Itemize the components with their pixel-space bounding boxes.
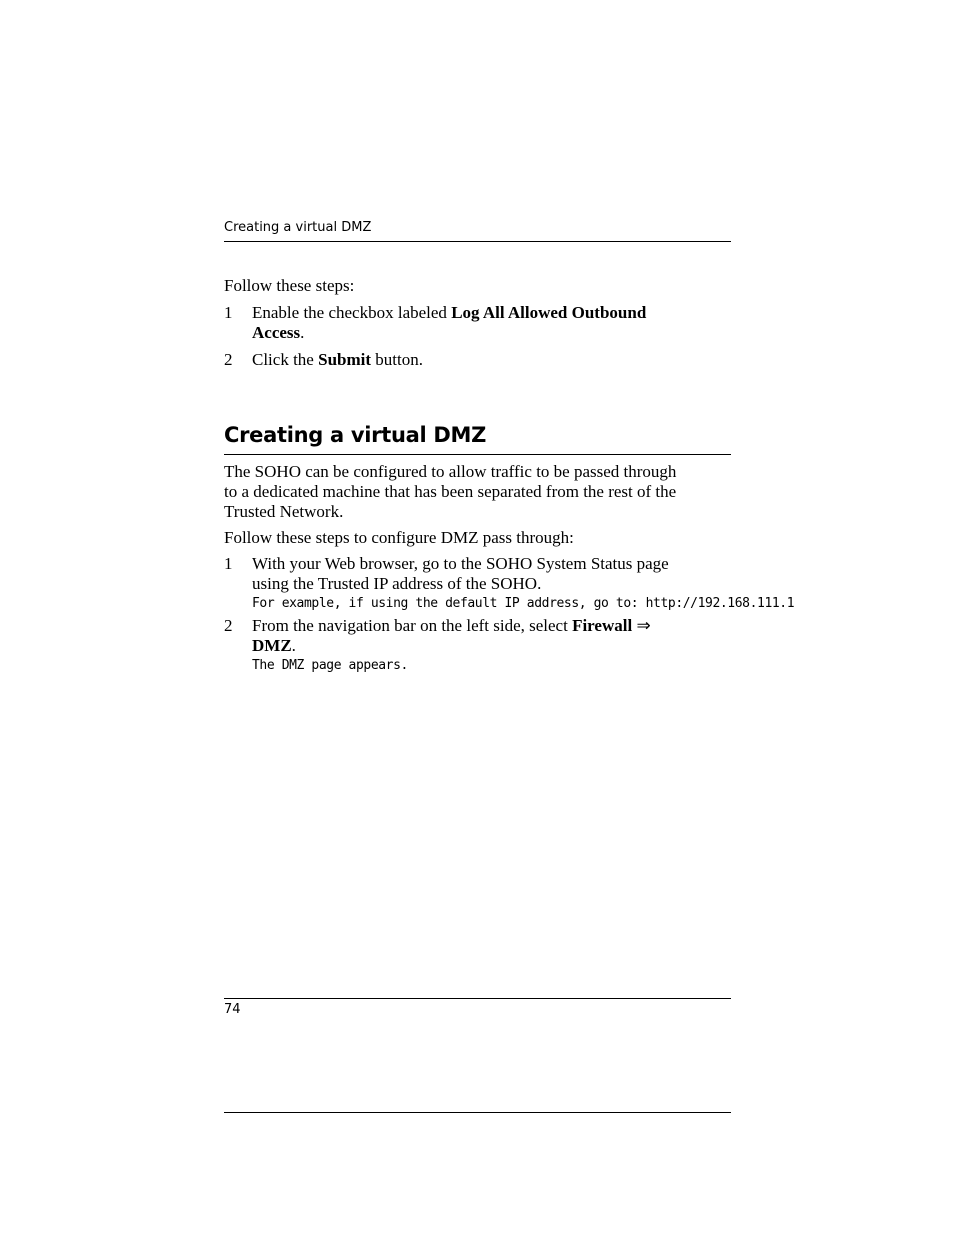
running-header: Creating a virtual DMZ xyxy=(224,220,372,235)
bold-option-label-cont: Access xyxy=(252,323,301,342)
step-text: Click the Submit button. xyxy=(252,350,423,369)
intro-lead: Follow these steps: xyxy=(224,276,355,295)
section-lead: Follow these steps to configure DMZ pass through: xyxy=(224,528,574,547)
footer-rule-top xyxy=(224,998,731,999)
bold-option-label: Log All Allowed Outbound xyxy=(451,303,647,322)
footer-rule-bottom xyxy=(224,1112,731,1113)
step-number: 1 xyxy=(224,554,233,573)
step-number: 1 xyxy=(224,303,233,322)
bold-button-label: Submit xyxy=(318,350,372,369)
page-number: 74 xyxy=(224,1002,241,1017)
arrow-icon: ⇒ xyxy=(632,616,651,635)
bold-menu-label: Firewall xyxy=(572,616,633,635)
step-note: The DMZ page appears. xyxy=(252,658,408,673)
bold-menu-label: DMZ xyxy=(252,636,292,655)
step-number: 2 xyxy=(224,616,233,635)
section-title: Creating a virtual DMZ xyxy=(224,423,487,447)
header-rule xyxy=(224,241,731,242)
section-paragraph: The SOHO can be configured to allow traffic to be passed through to a dedicated machine that has been separated from the rest of the Trusted Network. xyxy=(224,462,677,521)
step-text: Enable the checkbox labeled Log All Allowed Outbound Access. xyxy=(252,303,647,342)
step-number: 2 xyxy=(224,350,233,369)
step-text: With your Web browser, go to the SOHO System Status page using the Trusted IP address of the SOHO. xyxy=(252,554,669,593)
step-text: From the navigation bar on the left side, select Firewall ⇒ DMZ. xyxy=(252,616,651,655)
step-note: For example, if using the default IP address, go to: http://192.168.111.1 xyxy=(252,596,795,611)
section-rule xyxy=(224,454,731,455)
